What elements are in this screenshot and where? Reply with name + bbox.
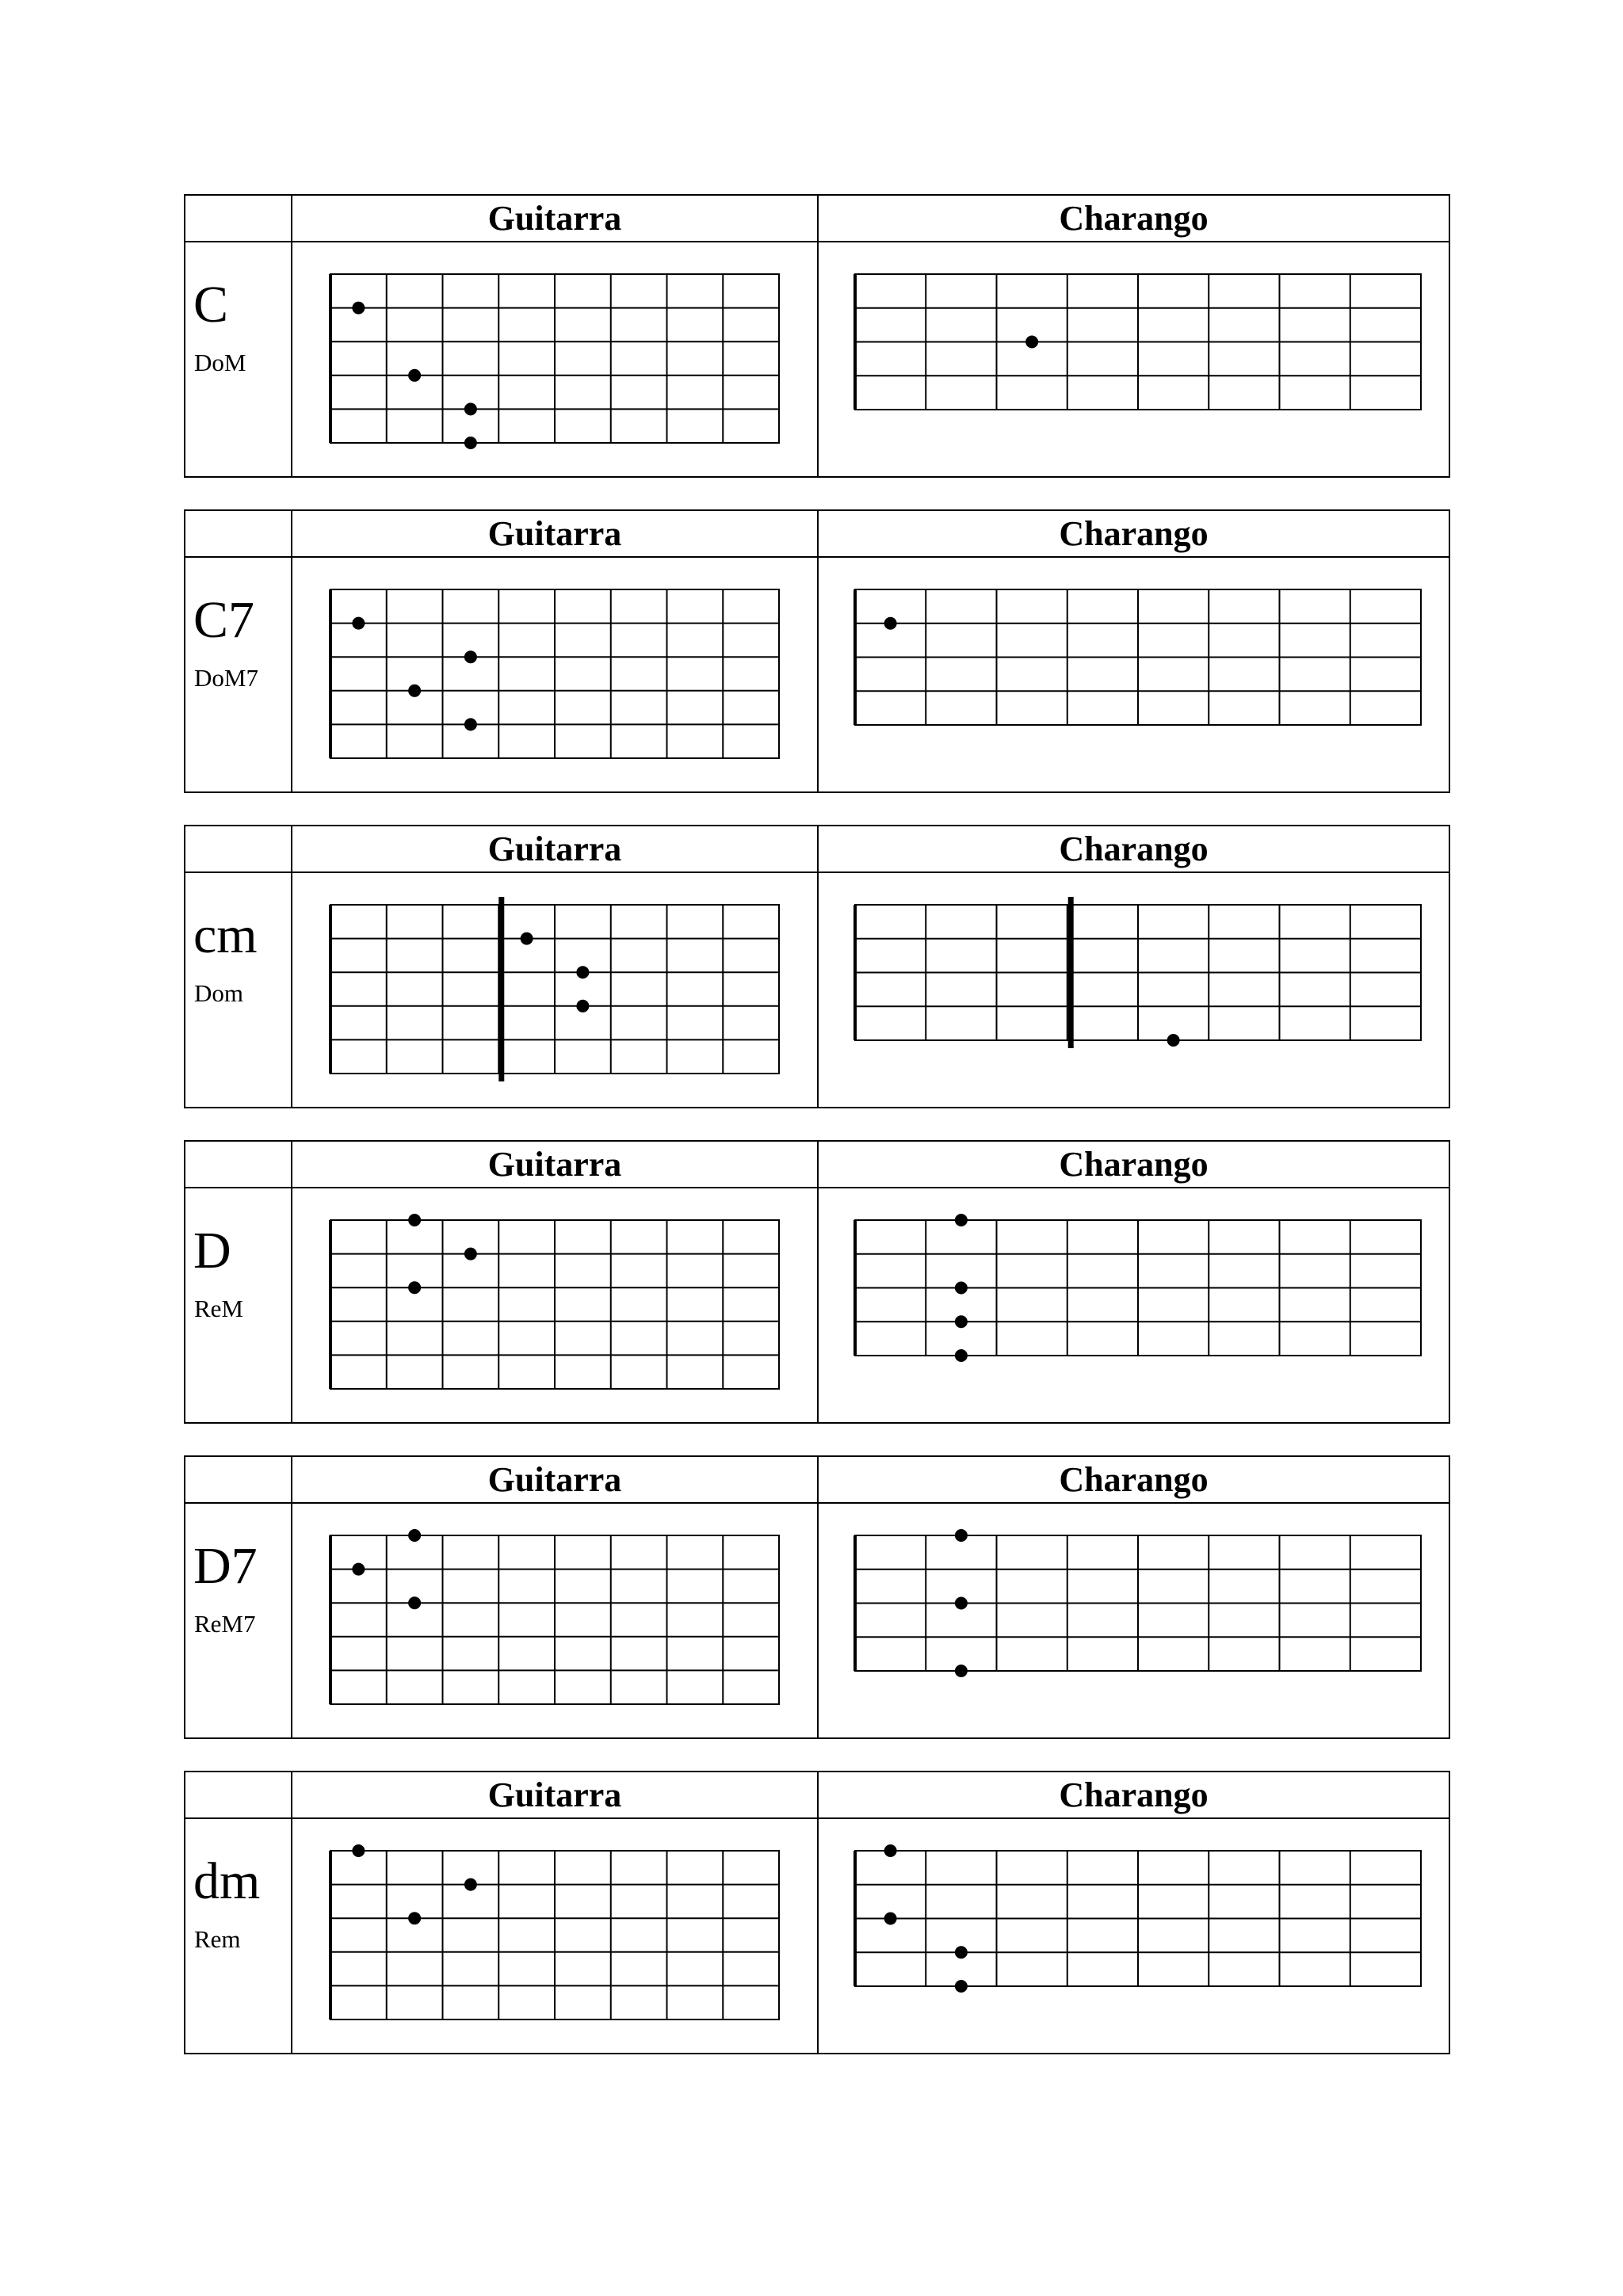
guitar-finger-dot bbox=[408, 685, 421, 697]
charango-finger-dot bbox=[955, 1665, 968, 1677]
guitar-finger-dot bbox=[464, 1878, 477, 1891]
charango-diagram bbox=[855, 1214, 1421, 1362]
chord-name: C7 bbox=[193, 591, 255, 649]
chord-alt-name: DoM7 bbox=[194, 664, 258, 692]
guitar-header: Guitarra bbox=[487, 199, 622, 238]
guitar-finger-dot bbox=[408, 369, 421, 382]
charango-diagram bbox=[855, 274, 1421, 410]
guitar-diagram bbox=[330, 274, 779, 449]
guitar-diagram bbox=[330, 1529, 779, 1704]
guitar-header: Guitarra bbox=[487, 1775, 622, 1814]
guitar-header: Guitarra bbox=[487, 1145, 622, 1184]
guitar-finger-dot bbox=[464, 437, 477, 449]
guitar-header: Guitarra bbox=[487, 1460, 622, 1499]
charango-header: Charango bbox=[1059, 830, 1209, 868]
guitar-diagram bbox=[330, 897, 779, 1081]
charango-finger-dot bbox=[1025, 336, 1038, 349]
charango-finger-dot bbox=[955, 1315, 968, 1328]
charango-finger-dot bbox=[884, 1913, 897, 1925]
chord-block-c7 bbox=[185, 510, 1449, 792]
charango-header: Charango bbox=[1059, 1145, 1209, 1184]
charango-header: Charango bbox=[1059, 1460, 1209, 1499]
chord-alt-name: DoM bbox=[194, 349, 246, 376]
charango-finger-dot bbox=[884, 1844, 897, 1857]
guitar-finger-dot bbox=[576, 966, 589, 978]
charango-finger-dot bbox=[955, 1214, 968, 1226]
guitar-finger-dot bbox=[352, 1563, 365, 1576]
charango-finger-dot bbox=[884, 617, 897, 630]
charango-finger-dot bbox=[955, 1349, 968, 1362]
guitar-finger-dot bbox=[408, 1912, 421, 1924]
chord-block-dm bbox=[185, 1772, 1449, 2054]
chord-alt-name: ReM7 bbox=[194, 1610, 256, 1638]
charango-header: Charango bbox=[1059, 1775, 1209, 1814]
charango-finger-dot bbox=[955, 1282, 968, 1295]
guitar-header: Guitarra bbox=[487, 514, 622, 553]
chord-alt-name: Dom bbox=[194, 979, 243, 1007]
chord-name: D7 bbox=[193, 1537, 258, 1595]
charango-finger-dot bbox=[955, 1946, 968, 1958]
guitar-diagram bbox=[330, 1214, 779, 1389]
guitar-finger-dot bbox=[408, 1596, 421, 1609]
guitar-header: Guitarra bbox=[487, 830, 622, 868]
charango-header: Charango bbox=[1059, 514, 1209, 553]
charango-diagram bbox=[855, 589, 1421, 725]
charango-finger-dot bbox=[955, 1980, 968, 1993]
chord-name: cm bbox=[193, 906, 258, 964]
charango-diagram bbox=[855, 897, 1421, 1048]
guitar-finger-dot bbox=[352, 1844, 365, 1857]
guitar-finger-dot bbox=[408, 1281, 421, 1294]
chord-block-d bbox=[185, 1141, 1449, 1423]
guitar-diagram bbox=[330, 589, 779, 758]
charango-header: Charango bbox=[1059, 199, 1209, 238]
chord-block-c bbox=[185, 195, 1449, 477]
chord-alt-name: Rem bbox=[194, 1925, 241, 1953]
guitar-finger-dot bbox=[352, 617, 365, 630]
guitar-finger-dot bbox=[464, 402, 477, 415]
guitar-finger-dot bbox=[408, 1214, 421, 1226]
guitar-finger-dot bbox=[352, 302, 365, 315]
guitar-finger-dot bbox=[576, 1000, 589, 1013]
guitar-finger-dot bbox=[464, 650, 477, 663]
charango-diagram bbox=[855, 1529, 1421, 1677]
chord-block-cm bbox=[185, 826, 1449, 1108]
charango-finger-dot bbox=[955, 1529, 968, 1542]
guitar-diagram bbox=[330, 1844, 779, 2019]
chord-block-d7 bbox=[185, 1456, 1449, 1738]
chord-name: dm bbox=[193, 1852, 261, 1910]
chord-name: D bbox=[193, 1222, 231, 1280]
guitar-finger-dot bbox=[464, 718, 477, 730]
chord-name: C bbox=[193, 276, 229, 334]
charango-finger-dot bbox=[1167, 1034, 1180, 1047]
guitar-finger-dot bbox=[464, 1248, 477, 1261]
chord-alt-name: ReM bbox=[194, 1295, 243, 1322]
charango-finger-dot bbox=[955, 1597, 968, 1610]
guitar-finger-dot bbox=[408, 1529, 421, 1542]
charango-diagram bbox=[855, 1844, 1421, 1993]
guitar-finger-dot bbox=[521, 933, 533, 945]
